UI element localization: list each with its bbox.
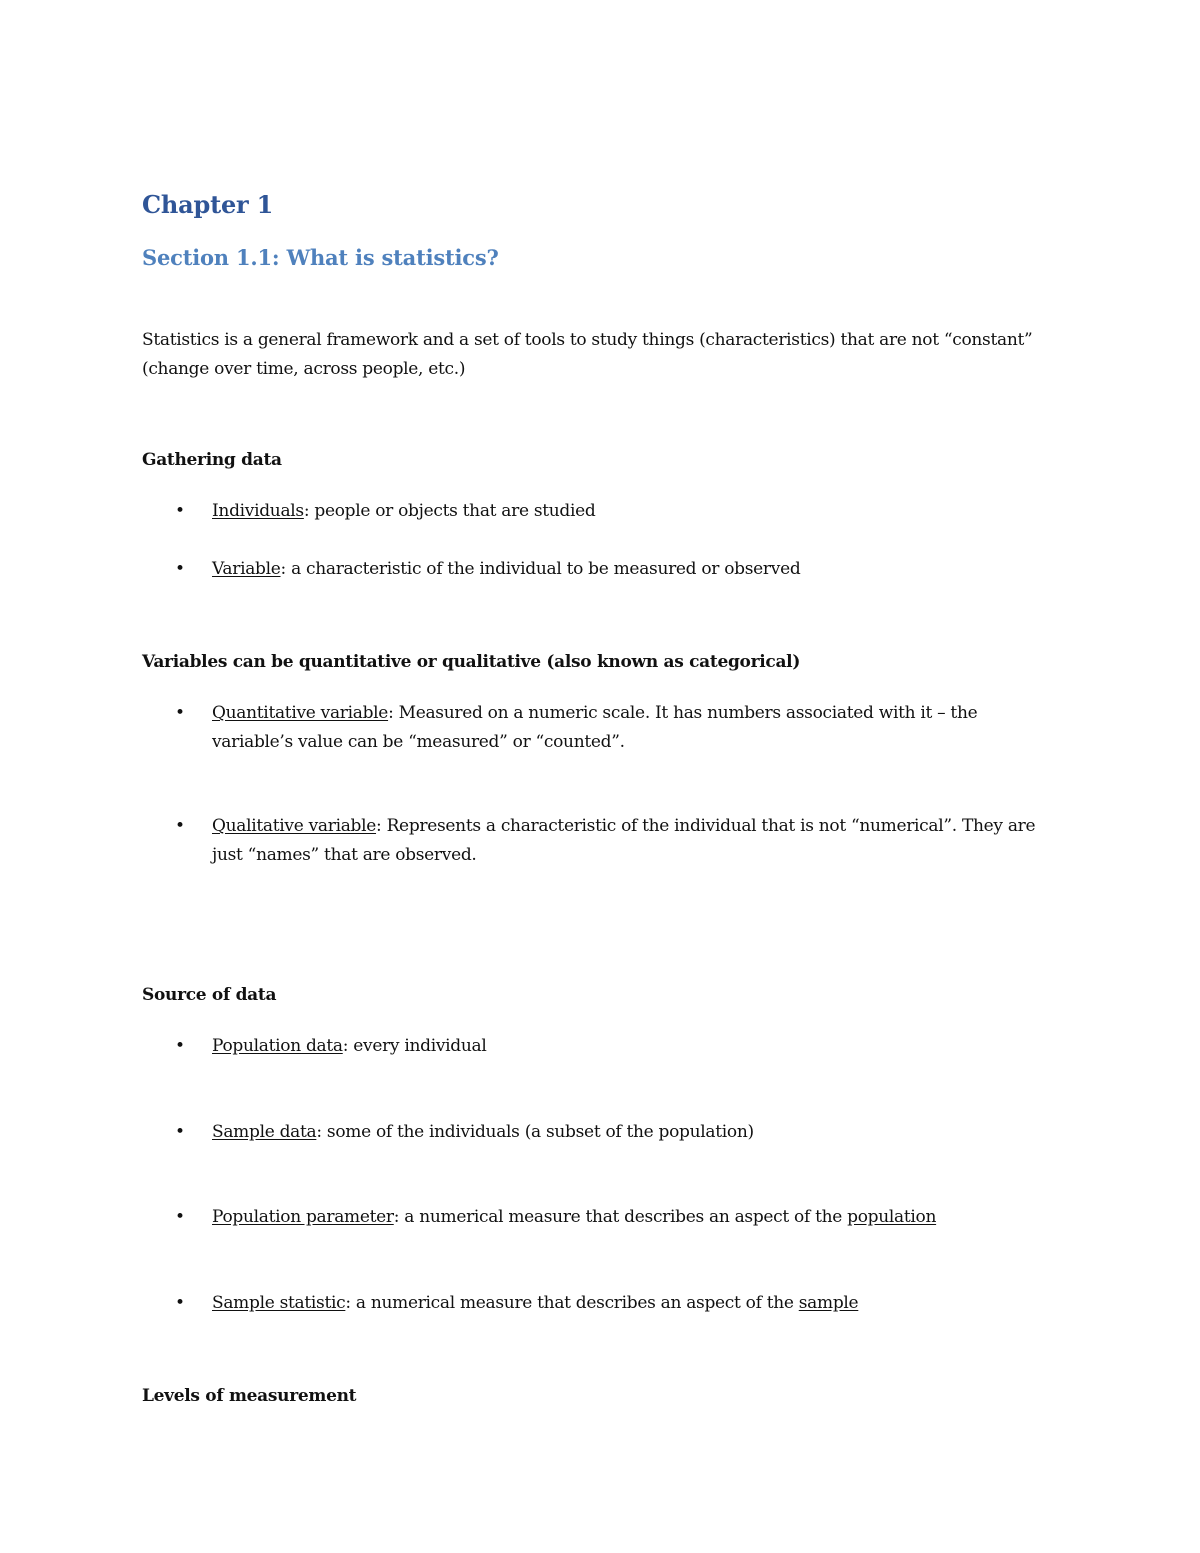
term-label: Population parameter [212,1207,394,1227]
term-label: Population data [212,1036,343,1056]
bullet-icon: • [175,559,186,579]
section-title: Section 1.1: What is statistics? [142,245,499,270]
definition-text: : Measured on a numeric scale. It has numbers associated with it – the variable’s value can be “measured” or “counted”. [212,703,978,752]
definition-text: : a numerical measure that describes an aspect of the [345,1293,799,1313]
intro-paragraph: Statistics is a general framework and a set of tools to study things (characteristics) that are not “constant” (change over time, across people, etc.) [142,330,1033,379]
emphasis-word: population [847,1207,937,1227]
heading-gathering-data: Gathering data [142,450,282,470]
bullet-icon: • [175,703,186,723]
bullet-icon: • [175,1122,186,1142]
list-item-text [212,1032,1042,1061]
bullet-icon: • [175,1293,186,1313]
list-item-text [212,812,1042,870]
list-item-text [212,699,1042,757]
heading-source-of-data: Source of data [142,985,277,1005]
term-label: Sample data [212,1122,317,1142]
term-label: Sample statistic [212,1293,346,1313]
list-item-text [212,555,1042,584]
definition-text: : every individual [342,1036,487,1056]
list-item-text [212,1203,1042,1232]
list-item-text [212,1289,1042,1318]
definition-text: : a numerical measure that describes an aspect of the [393,1207,848,1227]
definition-text: : some of the individuals (a subset of the population) [316,1122,754,1142]
definition-text: : Represents a characteristic of the individual that is not “numerical”. They are just “names” that are observed. [212,816,1036,865]
definition-text: : a characteristic of the individual to be measured or observed [280,559,801,579]
chapter-title: Chapter 1 [142,190,274,219]
term-label: Individuals [212,501,304,521]
definition-text: : people or objects that are studied [303,501,596,521]
emphasis-word: sample [798,1293,859,1313]
term-label: Variable [212,559,281,579]
term-label: Quantitative variable [212,703,389,723]
bullet-icon: • [175,816,186,836]
bullet-icon: • [175,501,186,521]
heading-variables: Variables can be quantitative or qualitative (also known as categorical) [142,652,801,672]
term-label: Qualitative variable [212,816,377,836]
heading-levels-of-measurement: Levels of measurement [142,1386,357,1406]
list-item-text [212,1118,1042,1147]
list-item-text [212,497,1042,526]
bullet-icon: • [175,1207,186,1227]
bullet-icon: • [175,1036,186,1056]
